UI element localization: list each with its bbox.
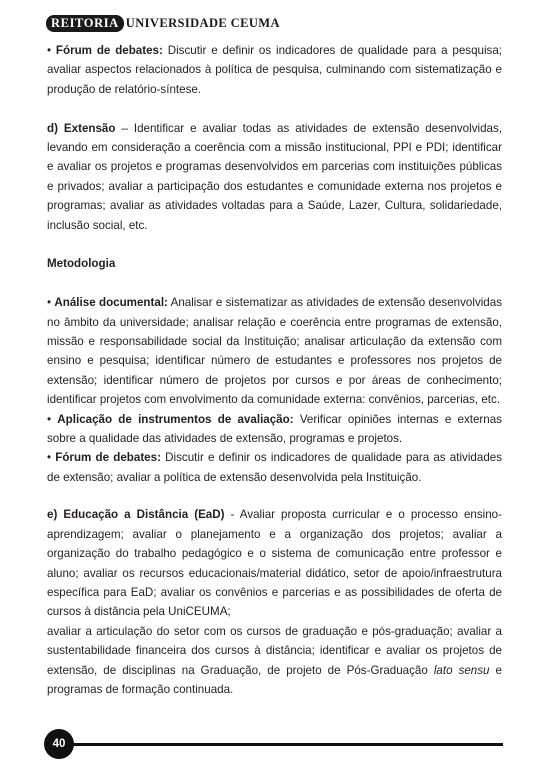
label: Fórum de debates: bbox=[55, 44, 163, 57]
text: - Avaliar proposta curricular e o processo ensino-aprendizagem; avaliar o planejamento e a organização dos projetos; avaliar a organização do trabalho pedagógico e o sistema de comunicação entre professor e aluno; avaliar os recursos educacionais/material didático, setor de apoio/infraestrutura específica para EaD; avaliar os convênios e parcerias e as possibilidades de oferta de cursos à distância pela UniCEUMA; bbox=[47, 508, 502, 619]
footer-rule bbox=[70, 743, 503, 746]
italic-term: lato sensu bbox=[433, 663, 490, 677]
paragraph-forum-extensao bbox=[47, 448, 502, 487]
text: Verificar opiniões internas e externas sobre a qualidade das atividades de extensão, programas e projetos. bbox=[47, 412, 502, 446]
text: Analisar e sistematizar as atividades de extensão desenvolvidas no âmbito da universidade; analisar relação e coerência entre programas de extensão, missão e responsabilidade social da Instituição; analisar articulação da extensão com ensino e pesquisa; identificar número de estudantes e professores nos projetos de extensão; identificar número de projetos por cursos e por áreas de conhecimento; identificar projetos com envolvimento da comunidade externa: convênios, parcerias, etc. bbox=[47, 296, 503, 407]
text: avaliar a articulação do setor com os cursos de graduação e pós-graduação; avaliar a sustentabilidade financeira dos cursos à distância; identificar e avaliar os projetos de extensão, de disciplinas na Graduação, de projeto de Pós-Graduação bbox=[47, 624, 502, 677]
paragraph-extensao bbox=[47, 119, 502, 235]
bullet: • bbox=[47, 451, 56, 465]
paragraph-analise-documental bbox=[47, 293, 502, 409]
page-header bbox=[46, 13, 280, 33]
header-institution: UNIVERSIDADE CEUMA bbox=[125, 15, 280, 30]
paragraph-forum-pesquisa bbox=[47, 41, 502, 99]
bullet: • bbox=[47, 412, 58, 426]
label: d) Extensão bbox=[47, 121, 116, 135]
body-text bbox=[47, 41, 502, 699]
text: Discutir e definir os indicadores de qualidade para as atividades de extensão; avaliar a política de extensão desenvolvida pela Instituição. bbox=[47, 451, 503, 484]
label: Aplicação de instrumentos de avaliação: bbox=[57, 412, 294, 426]
paragraph-aplicacao-instrumentos bbox=[47, 410, 502, 449]
bullet: • bbox=[47, 44, 56, 57]
label: Análise documental: bbox=[54, 296, 168, 310]
text: – Identificar e avaliar todas as atividades de extensão desenvolvidas, levando em consideração a coerência com a missão institucional, PPI e PDI; identificar e avaliar os projetos e programas desenvolvidos em parcerias com instituições públicas e privados; avaliar a participação dos estudantes e comunidade externa nos projetos e programas; avaliar as atividades voltadas para a Saúde, Lazer, Cultura, solidariedade, inclusão social, etc. bbox=[47, 121, 502, 232]
label: Fórum de debates: bbox=[55, 451, 161, 465]
section-heading-metodologia bbox=[47, 254, 502, 273]
text: e programas de formação continuada. bbox=[47, 663, 502, 696]
paragraph-ead-continuation bbox=[47, 622, 502, 700]
header-badge: REITORIA bbox=[46, 15, 124, 32]
label: e) Educação a Distância (EaD) bbox=[47, 508, 225, 522]
text: Discutir e definir os indicadores de qualidade para a pesquisa; avaliar aspectos relacionados à política de pesquisa, culminando com sistematização e produção de relatório-síntese. bbox=[47, 44, 503, 96]
heading-text: Metodologia bbox=[47, 257, 116, 271]
bullet: • bbox=[47, 296, 55, 310]
paragraph-ead bbox=[47, 505, 502, 621]
page-number: 40 bbox=[52, 738, 66, 750]
